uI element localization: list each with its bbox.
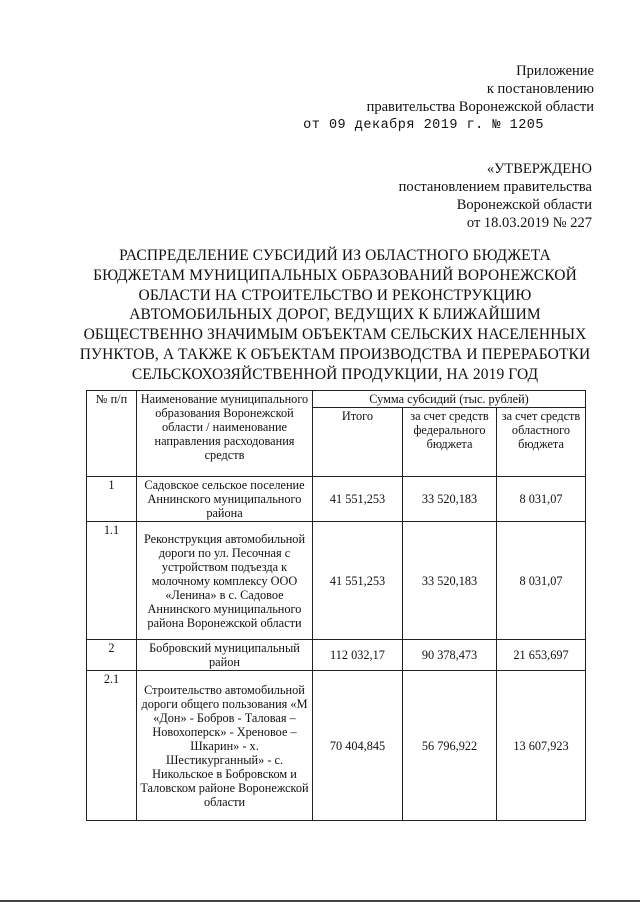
row-name: Строительство автомобильной дороги общего пользования «М «Дон» - Бобров - Таловая – Новохоперск» - Хреновое – Шкарин» - х. Шестикурганный» - с. Никольское в Бобровском и Таловском районе Воронежской области [137, 671, 313, 821]
table-row [87, 640, 586, 671]
row-name: Реконструкция автомобильной дороги по ул. Песочная с устройством подъезда к молочному комплексу ООО «Ленина» в с. Садовое Аннинского муниципального района Воронежской области [137, 522, 313, 640]
row-name: Бобровский муниципальный район [137, 640, 313, 671]
header-name: Наименование муниципального образования Воронежской области / наименование направления расходования средств [137, 391, 313, 477]
table-header-row [87, 391, 586, 408]
appendix-line2: к постановлению [486, 81, 594, 97]
row-num: 2.1 [87, 671, 137, 821]
document-title [60, 246, 610, 385]
title-line: СЕЛЬСКОХОЗЯЙСТВЕННОЙ ПРОДУКЦИИ, НА 2019 ГОД [131, 365, 539, 383]
appendix-line3: правительства Воронежской области [366, 99, 594, 115]
header-num: № п/п [87, 391, 137, 477]
row-num: 1.1 [87, 522, 137, 640]
row-num: 1 [87, 477, 137, 522]
row-total: 112 032,17 [313, 640, 403, 671]
table-row [87, 477, 586, 522]
appendix-block [303, 62, 594, 135]
row-federal: 33 520,183 [403, 477, 497, 522]
title-line: БЮДЖЕТАМ МУНИЦИПАЛЬНЫХ ОБРАЗОВАНИЙ ВОРОНЕЖСКОЙ [93, 266, 577, 284]
approved-block [399, 160, 592, 232]
row-federal: 90 378,473 [403, 640, 497, 671]
row-regional: 21 653,697 [497, 640, 586, 671]
header-sum: Сумма субсидий (тыс. рублей) [313, 391, 586, 408]
table-row [87, 522, 586, 640]
subsidies-table [86, 390, 586, 821]
title-line: ПУНКТОВ, А ТАКЖЕ К ОБЪЕКТАМ ПРОИЗВОДСТВА И ПЕРЕРАБОТКИ [79, 345, 591, 363]
title-line: РАСПРЕДЕЛЕНИЕ СУБСИДИЙ ИЗ ОБЛАСТНОГО БЮДЖЕТА [119, 247, 551, 264]
row-federal: 56 796,922 [403, 671, 497, 821]
approved-line1: «УТВЕРЖДЕНО [486, 161, 592, 177]
row-federal: 33 520,183 [403, 522, 497, 640]
row-num: 2 [87, 640, 137, 671]
title-line: АВТОМОБИЛЬНЫХ ДОРОГ, ВЕДУЩИХ К БЛИЖАЙШИМ [129, 306, 541, 324]
row-total: 41 551,253 [313, 477, 403, 522]
row-total: 70 404,845 [313, 671, 403, 821]
row-regional: 8 031,07 [497, 477, 586, 522]
title-line: ОБЛАСТИ НА СТРОИТЕЛЬСТВО И РЕКОНСТРУКЦИЮ [138, 286, 532, 304]
row-regional: 8 031,07 [497, 522, 586, 640]
row-name: Садовское сельское поселение Аннинского муниципального района [137, 477, 313, 522]
row-total: 41 551,253 [313, 522, 403, 640]
approved-line3: Воронежской области [456, 197, 592, 213]
table-row [87, 671, 586, 821]
title-line: ОБЩЕСТВЕННО ЗНАЧИМЫМ ОБЪЕКТАМ СЕЛЬСКИХ НАСЕЛЕННЫХ [83, 326, 587, 344]
header-regional: за счет средств областного бюджета [497, 408, 586, 477]
row-regional: 13 607,923 [497, 671, 586, 821]
header-federal: за счет средств федерального бюджета [403, 408, 497, 477]
header-total: Итого [313, 408, 403, 477]
appendix-line1: Приложение [516, 63, 594, 79]
appendix-date-stamp: от 09 декабря 2019 г. № 1205 [303, 118, 544, 133]
approved-line2: постановлением правительства [398, 179, 592, 195]
approved-line4: от 18.03.2019 № 227 [466, 215, 592, 231]
